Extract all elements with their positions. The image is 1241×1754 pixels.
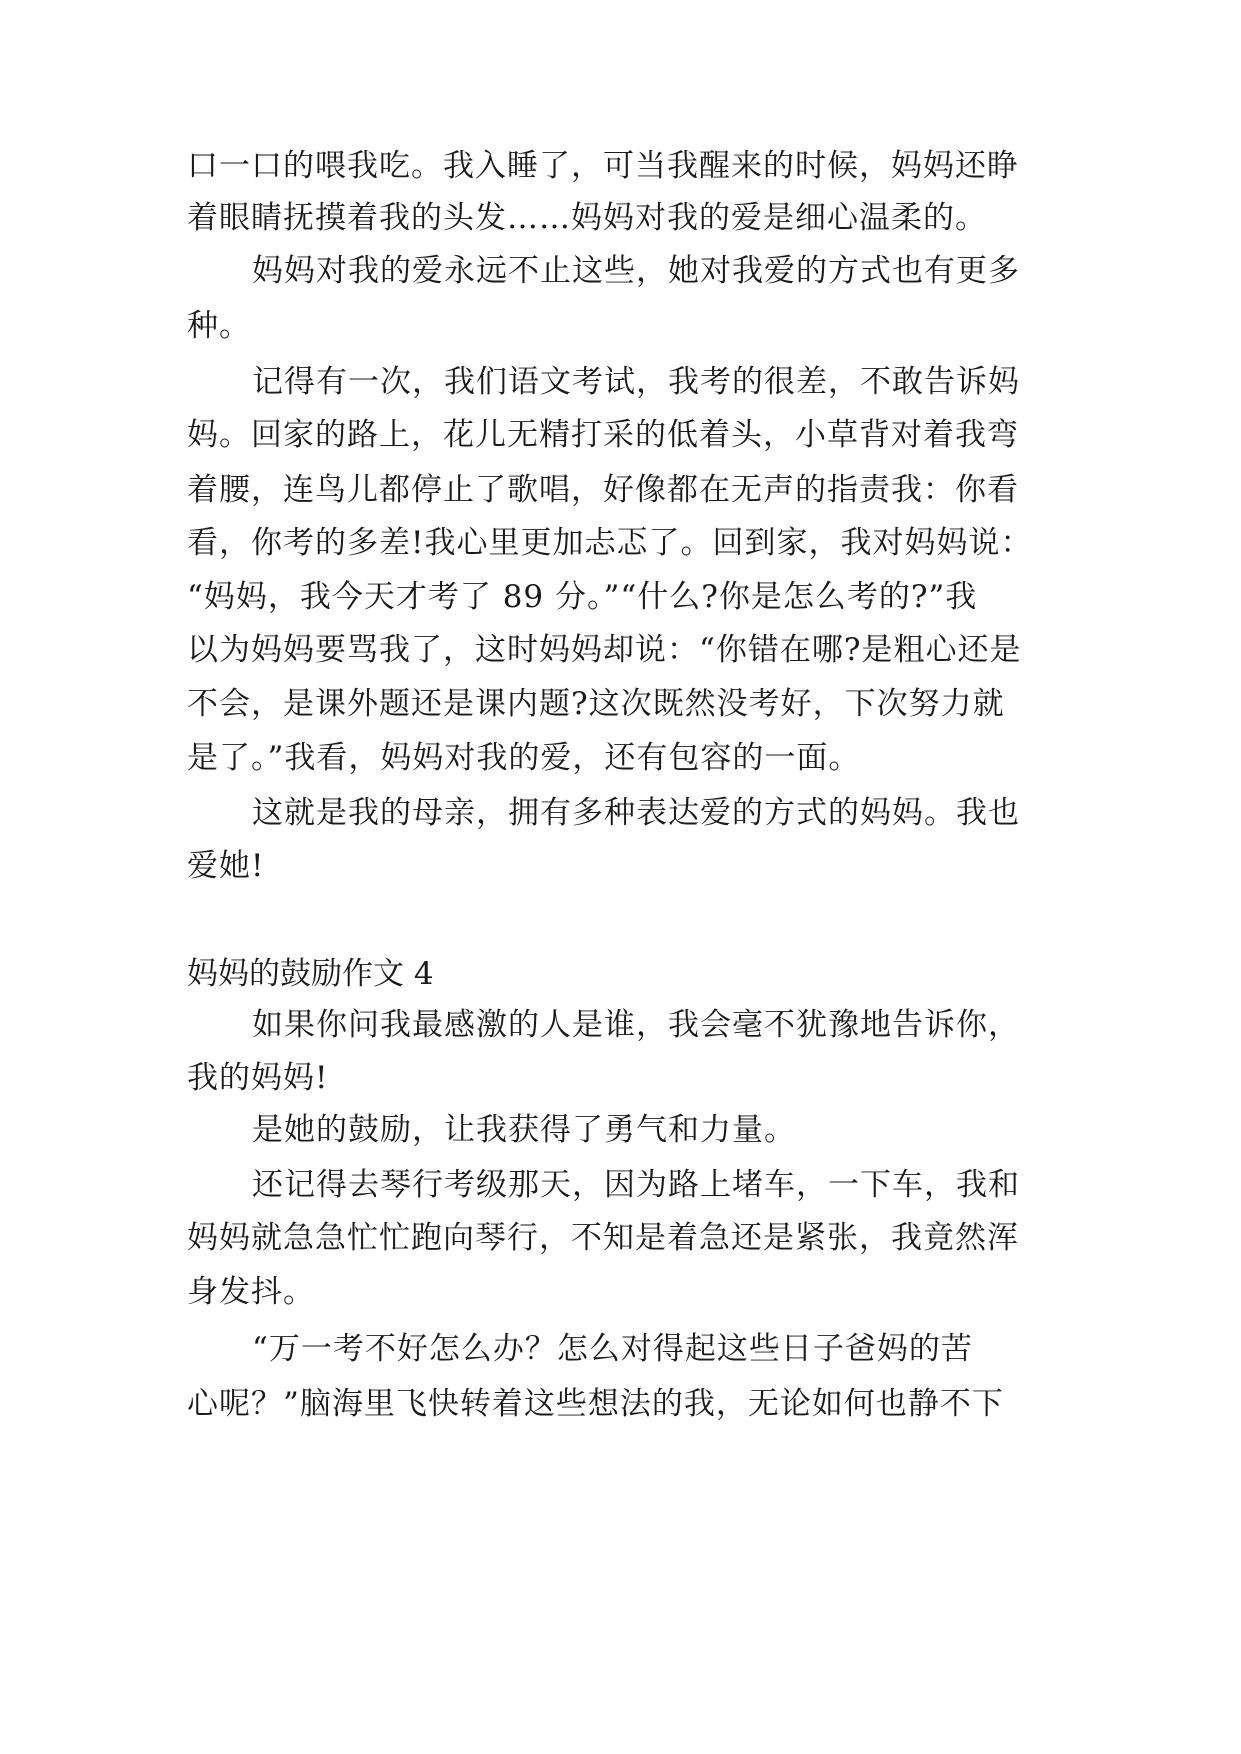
text-line: 身发抖。 xyxy=(187,1274,315,1310)
text-line: 是了。”我看，妈妈对我的爱，还有包容的一面。 xyxy=(187,740,861,776)
text-line: 心呢？”脑海里飞快转着这些想法的我，无论如何也静不下 xyxy=(187,1386,1004,1422)
text-line: 妈。回家的路上，花儿无精打采的低着头，小草背对着我弯 xyxy=(187,417,1019,453)
paragraph-first-line: 记得有一次，我们语文考试，我考的很差，不敢告诉妈 xyxy=(252,364,1020,400)
text-line: 我的妈妈! xyxy=(187,1060,329,1096)
paragraph-first-line: 妈妈对我的爱永远不止这些，她对我爱的方式也有更多 xyxy=(252,253,1020,289)
text-line: 爱她! xyxy=(187,848,265,884)
paragraph-first-line: 是她的鼓励，让我获得了勇气和力量。 xyxy=(252,1112,796,1148)
text-line: 以为妈妈要骂我了，这时妈妈却说：“你错在哪?是粗心还是 xyxy=(187,632,1022,668)
text-line: 不会，是课外题还是课内题?这次既然没考好，下次努力就 xyxy=(187,686,1005,722)
text-line: 看，你考的多差!我心里更加忐忑了。回到家，我对妈妈说： xyxy=(187,525,1033,561)
paragraph-first-line: “万一考不好怎么办？怎么对得起这些日子爸妈的苦 xyxy=(252,1331,973,1367)
text-line: 妈妈就急急忙忙跑向琴行，不知是着急还是紧张，我竟然浑 xyxy=(187,1220,1019,1256)
section-heading: 妈妈的鼓励作文 4 xyxy=(187,956,434,992)
text-line: 口一口的喂我吃。我入睡了，可当我醒来的时候，妈妈还睁 xyxy=(187,148,1019,184)
text-line: 着眼睛抚摸着我的头发……妈妈对我的爱是细心温柔的。 xyxy=(187,200,987,236)
paragraph-first-line: 如果你问我最感激的人是谁，我会毫不犹豫地告诉你， xyxy=(252,1007,1020,1043)
paragraph-first-line: 这就是我的母亲，拥有多种表达爱的方式的妈妈。我也 xyxy=(252,795,1020,831)
text-line: 着腰，连鸟儿都停止了歌唱，好像都在无声的指责我：你看 xyxy=(187,472,1019,508)
paragraph-first-line: 还记得去琴行考级那天，因为路上堵车，一下车，我和 xyxy=(252,1167,1020,1203)
text-line: 种。 xyxy=(187,308,251,344)
text-line: “妈妈，我今天才考了 89 分。”“什么?你是怎么考的?”我 xyxy=(187,579,978,615)
